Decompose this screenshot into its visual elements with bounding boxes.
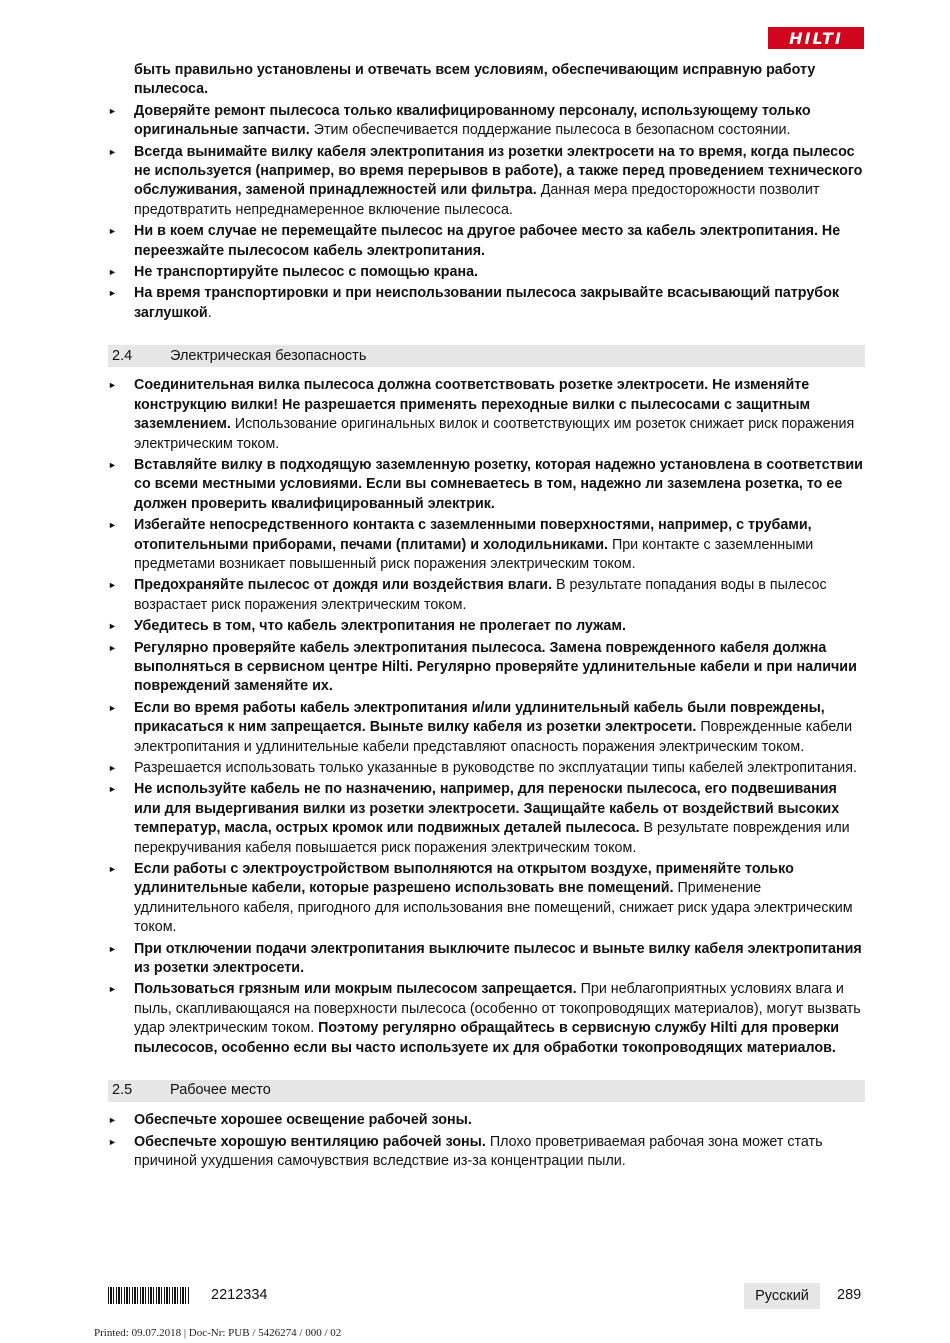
list-item [108,222,865,261]
item-bold-text: Не используйте кабель не по назначению, например, для переноски пылесоса, его подвешивания или для выдергивания вилки из розетки электросети. Защищайте кабель от воздействий высоких температур, масла, острых кромок или подвижных деталей пылесоса. [134,781,840,837]
bullet-icon: ► [108,226,117,237]
bullet-icon: ► [108,864,117,875]
item-bold-text: Всегда вынимайте вилку кабеля электропитания из розетки электросети на то время, когда пылесос не используется (например, во время перерывов в работе), а также перед проведением технического обслуживания, заменой принадлежностей или фильтра. [134,143,863,199]
list-item [108,940,865,979]
item-regular-text: Разрешается использовать только указанные в руководстве по эксплуатации типы кабелей электропитания. [134,760,857,776]
item-bold-text: Предохраняйте пылесос от дождя или воздействия влаги. [134,577,553,594]
list-item [108,376,865,454]
item-bold-text: Обеспечьте хорошее освещение рабочей зоны. [134,1112,472,1129]
section-heading-2-5 [108,1080,865,1102]
bullet-icon: ► [108,702,117,713]
item-text [134,981,861,1055]
item-text [134,1134,823,1169]
list-item [108,759,865,778]
item-text [134,941,862,976]
list-item [108,516,865,574]
bullet-icon: ► [108,1136,117,1147]
bullet-icon: ► [108,580,117,591]
item-bold-text: Если во время работы кабель электропитания и/или удлинительный кабель были повреждены, прикасаться к ним запрещается. Выньте вилку кабеля из розетки электросети. [134,699,825,736]
item-bold-text: Поэтому регулярно обращайтесь в сервисную службу Hilti для проверки пылесосов, особенно если вы часто используете их для обработки токопроводящих материалов. [134,1020,840,1056]
item-bold-text: Убедитесь в том, что кабель электропитания не пролегает по лужам. [134,618,626,635]
item-text [134,577,827,612]
item-regular-text: Поврежденные кабели электропитания и удлинительные кабели представляют опасность поражения электрическим током. [134,719,853,755]
list-item [108,143,865,221]
bullet-icon: ► [108,380,117,391]
item-bold-text: Вставляйте вилку в подходящую заземленную розетку, которая надежно установлена в соответствии со всеми местными условиями. Если вы сомневаетесь в том, надежно ли заземлена розетка, то ее должен проверить квалифицированный электрик. [134,456,863,512]
list-item [108,780,865,858]
bullet-icon: ► [108,621,117,632]
print-info: Printed: 09.07.2018 | Doc-Nr: PUB / 5426274 / 000 / 02 [94,1327,342,1339]
item-text [134,223,840,258]
item-text [134,861,853,935]
item-bold-text: Ни в коем случае не перемещайте пылесос на другое рабочее место за кабель электропитания. Не переезжайте пылесосом кабель электропитания. [134,223,841,259]
document-code: 2212334 [211,1287,268,1303]
barcode [108,1287,190,1304]
item-text [134,781,850,855]
item-text [134,618,626,634]
section-heading-2-4 [108,345,865,367]
item-bold-text: Не транспортируйте пылесос с помощью крана. [134,264,479,281]
item-regular-text: В результате повреждения или перекручивания кабеля повышается риск поражения электрическим током. [134,820,850,856]
list-item [108,699,865,757]
item-text [134,377,854,451]
item-text [134,264,478,280]
bullet-icon: ► [108,520,117,531]
item-regular-text: Применение удлинительного кабеля, пригодного для использования вне помещений, снижает риск удара электрическим током. [134,880,853,936]
section-title: Рабочее место [170,1082,271,1099]
page-number: 289 [837,1287,862,1303]
bullet-icon: ► [108,288,117,299]
item-text [134,144,862,218]
item-regular-text: При неблагоприятных условиях влага и пыль, скапливающаяся на поверхности пылесоса (особенно от токопроводящих материалов), могут вызвать удар электрическим током. [134,981,861,1037]
bullet-icon: ► [108,267,117,278]
item-text [134,760,857,776]
list-item [108,617,865,636]
item-text [134,103,811,138]
bullet-icon: ► [108,1115,117,1126]
bullet-icon: ► [108,943,117,954]
list-item [108,102,865,141]
section-2-5-list [108,1111,865,1171]
item-bold-text: На время транспортировки и при неиспользовании пылесоса закрывайте всасывающий патрубок заглушкой [134,285,840,321]
item-bold-text: При отключении подачи электропитания выключите пылесос и выньте вилку кабеля электропитания из розетки электросети. [134,940,862,977]
item-bold-text: Если работы с электроустройством выполняются на открытом воздухе, применяйте только удлинительные кабели, которые разрешено использовать вне помещений. [134,861,794,897]
item-text [134,640,857,695]
item-bold-text: Избегайте непосредственного контакта с заземленными поверхностями, например, с трубами, отопительными приборами, печами (плитами) и холодильниками. [134,517,812,553]
bullet-icon: ► [108,763,117,773]
item-regular-text: Данная мера предосторожности позволит предотвратить непреднамеренное включение пылесоса. [134,182,820,218]
bullet-icon: ► [108,105,117,116]
item-regular-text: Плохо проветриваемая рабочая зона может стать причиной ухудшения самочувствия вследствие из-за концентрации пыли. [134,1133,823,1169]
item-text [134,517,813,572]
section-number: 2.4 [112,347,133,364]
item-regular-text: Этим обеспечивается поддержание пылесоса в безопасном состоянии. [309,122,791,139]
item-bold-text: Соединительная вилка пылесоса должна соответствовать розетке электросети. Не изменяйте конструкцию вилки! Не разрешается применять переходные вилки с пылесосами с защитным заземлением. [134,377,811,433]
item-regular-text: При контакте с заземленными предметами возникает повышенный риск поражения электрическим током. [134,536,814,572]
item-bold-text: Пользоваться грязным или мокрым пылесосом запрещается. [134,981,577,998]
item-text [134,700,852,755]
section-number: 2.5 [112,1082,133,1099]
page-content [108,61,865,1173]
bullet-icon: ► [108,984,117,995]
list-item [108,980,865,1058]
list-item [108,576,865,615]
bullet-icon: ► [108,146,117,157]
bullet-icon: ► [108,784,117,795]
intro-list [108,102,865,323]
section-2-4-list [108,376,865,1058]
hilti-logo: HILTI [768,27,864,49]
section-title: Электрическая безопасность [170,347,367,364]
item-bold-text: Обеспечьте хорошую вентиляцию рабочей зоны. [134,1133,486,1150]
item-text [134,457,863,512]
bullet-icon: ► [108,642,117,653]
list-item [108,639,865,697]
list-item [108,1133,865,1172]
list-item [108,284,865,323]
item-regular-text: Использование оригинальных вилок и соответствующих им розеток снижает риск поражения электрическим током. [134,416,855,452]
bullet-icon: ► [108,459,117,470]
item-regular-text: В результате попадания воды в пылесос возрастает риск поражения электрическим током. [134,577,827,613]
language-label: Русский [744,1283,820,1309]
item-bold-text: Регулярно проверяйте кабель электропитания пылесоса. Замена поврежденного кабеля должна выполняться в сервисном центре Hilti. Регулярно проверяйте удлинительные кабели и при наличии повреждений заменяйте их. [134,639,857,695]
item-text [134,285,839,320]
list-item [108,1111,865,1130]
item-bold-text: Доверяйте ремонт пылесоса только квалифицированному персоналу, использующему только оригинальные запчасти. [134,102,811,139]
item-regular-text: . [207,304,212,321]
continuation-text: быть правильно установлены и отвечать всем условиям, обеспечивающим исправную работу пылесоса. [134,62,816,98]
item-text [134,1112,472,1128]
list-item [108,263,865,282]
list-item [108,456,865,514]
list-item [108,860,865,938]
